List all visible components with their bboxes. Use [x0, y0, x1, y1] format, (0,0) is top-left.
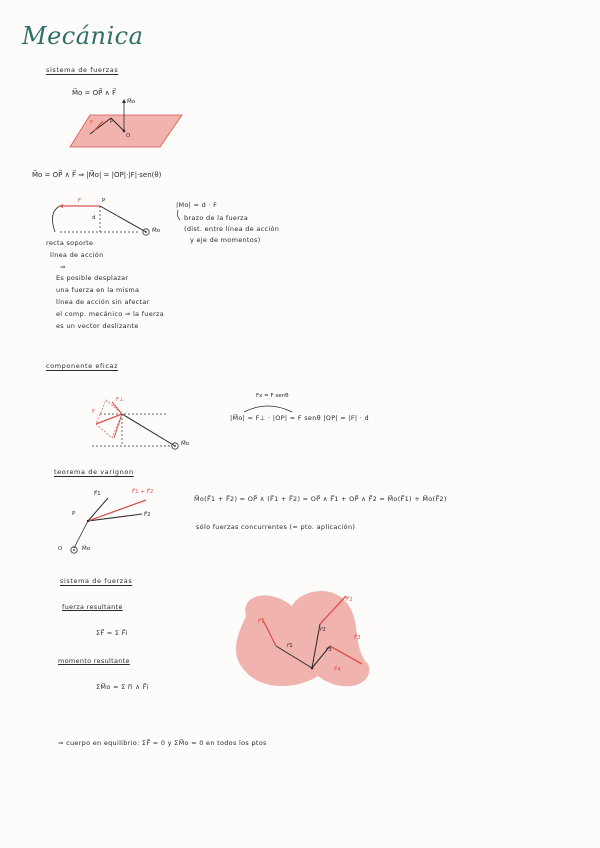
s1-formula: M⃗o = OP⃗ ∧ F⃗ [72, 89, 116, 97]
heading-componente-eficaz: componente eficaz [46, 362, 119, 370]
s2-p4: el comp. mecánico ⇒ la fuerza [56, 310, 164, 318]
footer-equilibrio: ⇒ cuerpo en equilibrio: ΣF⃗ = 0 y ΣM⃗o = 0 en todos los ptos [58, 739, 267, 747]
s1-label-f: F [90, 120, 94, 126]
s5-label-f4: F⃗4 [334, 667, 341, 673]
s2-p3: línea de acción sin afectar [56, 298, 150, 306]
s5-moment-formula: ΣM⃗o = Σ r⃗i ∧ F⃗i [96, 683, 149, 691]
s5-label-f3: F⃗3 [354, 635, 361, 641]
s2-label-f: F [78, 198, 82, 204]
s3-label-f: F [92, 409, 96, 415]
s2-recta-soporte: recta soporte [46, 239, 94, 247]
s4-note: sólo fuerzas concurrentes (= pto. aplicación) [196, 523, 356, 531]
s2-implies: ⇒ [60, 263, 66, 271]
s2-label-d: d [92, 215, 96, 221]
s5-label-f2: F⃗2 [346, 597, 353, 603]
s2-p5: es un vector deslizante [56, 322, 139, 330]
s2-label-mo: M⃗o [152, 228, 161, 234]
s4-label-p: P [72, 511, 76, 517]
s3-fx-label: Fx = F senθ [256, 393, 289, 399]
s4-label-o: O [58, 546, 63, 552]
s1-label-p: P [110, 119, 114, 125]
s2-p1: Es posible desplazar [56, 274, 129, 282]
s2-brazo-1: brazo de la fuerza [184, 214, 249, 222]
s5-label-f1: F⃗1 [258, 619, 265, 625]
s2-formula: M⃗o = OP⃗ ∧ F⃗ ⇒ |M⃗o| = |OP|·|F|·sen(θ) [32, 171, 162, 179]
s4-label-f2: F⃗2 [144, 512, 151, 518]
s3-label-f-eff: F⊥ [116, 397, 124, 403]
s3-formula: |M⃗o| = F⊥ · |OP| = F senθ |OP| = |F| · d [230, 414, 369, 422]
s4-label-sum: F⃗1 + F⃗2 [132, 489, 154, 495]
heading-sistema-fuerzas-2: sistema de fuerzas [60, 577, 133, 585]
s5-body-blob [236, 591, 369, 686]
s5-moment-label: momento resultante [58, 657, 130, 665]
heading-teorema-varignon: teorema de varignon [54, 468, 134, 476]
s2-brazo-2: (dist. entre línea de acción [184, 225, 280, 233]
s2-label-p: P [102, 198, 106, 204]
s3-label-mo: M⃗o [181, 441, 190, 447]
s5-label-r1: r⃗1 [287, 643, 293, 649]
s5-resultant-label: fuerza resultante [62, 603, 123, 611]
s2-p2: una fuerza en la misma [56, 286, 140, 294]
s4-label-f1: F⃗1 [94, 491, 101, 497]
s4-formula: M⃗o(F⃗1 + F⃗2) = OP⃗ ∧ (F⃗1 + F⃗2) = OP⃗ ∧ F⃗1 + OP⃗ ∧ F⃗2 = M⃗o(F⃗1) + M⃗o(F⃗2) [194, 495, 447, 503]
s5-label-r3: r⃗3 [326, 647, 332, 653]
s1-label-mo: M⃗o [127, 99, 136, 105]
s1-label-o: O [126, 133, 131, 139]
page-title: Mecánica [22, 22, 144, 50]
heading-sistema-fuerzas-1: sistema de fuerzas [46, 66, 119, 74]
s5-resultant-formula: ΣF⃗ = Σ F⃗i [96, 629, 128, 637]
s5-label-r2: r⃗2 [320, 627, 326, 633]
s2-linea-accion: línea de acción [50, 251, 104, 259]
s4-label-mo: M⃗o [82, 546, 91, 552]
s2-brazo-3: y eje de momentos) [190, 236, 261, 244]
s2-mo-d-f: |Mo| = d · F [176, 201, 218, 209]
